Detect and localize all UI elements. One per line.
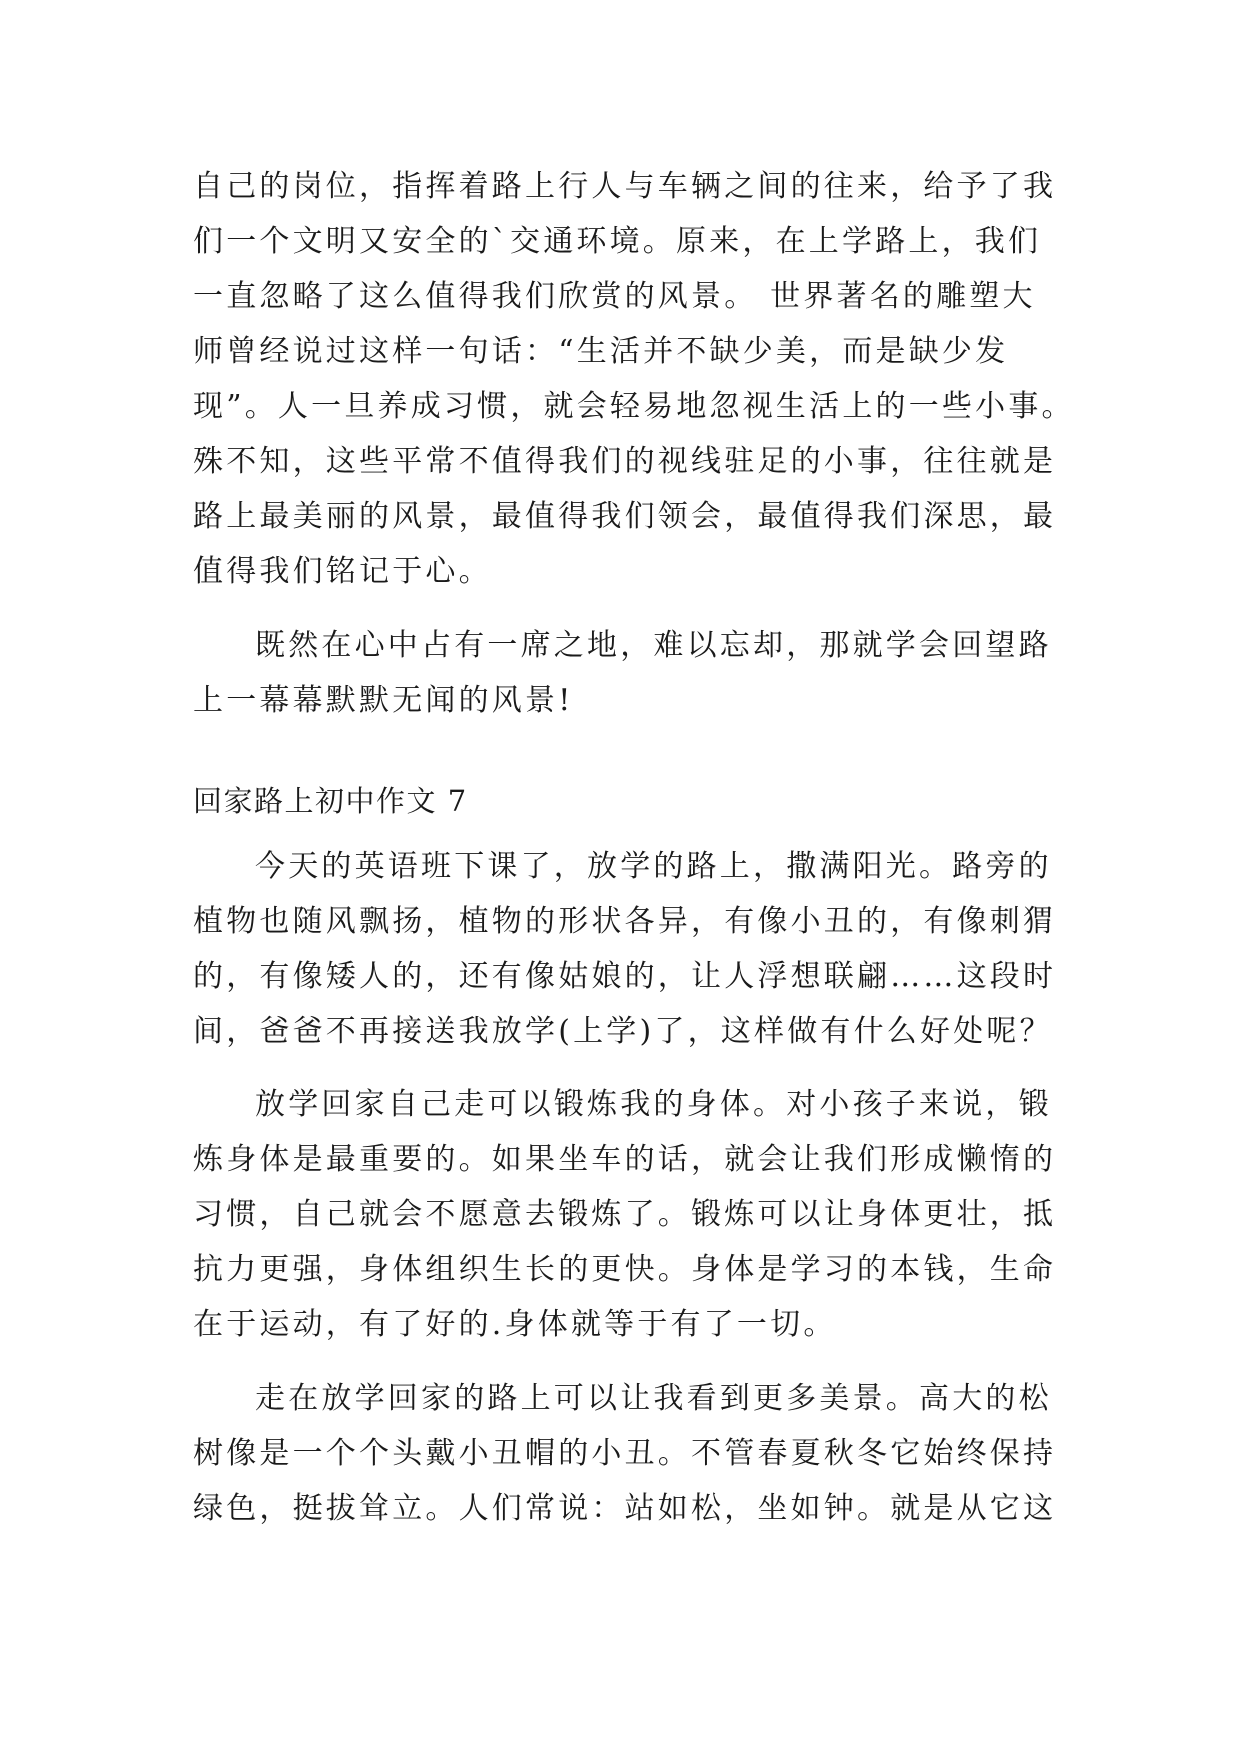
- text-line: 们一个文明又安全的`交通环境。原来，在上学路上，我们: [193, 224, 1042, 259]
- paragraph-first-line: 既然在心中占有一席之地，难以忘却，那就学会回望路: [255, 628, 1052, 663]
- text-line: 自己的岗位，指挥着路上行人与车辆之间的往来，给予了我: [193, 169, 1057, 204]
- paragraph-first-line: 放学回家自己走可以锻炼我的身体。对小孩子来说，锻: [255, 1087, 1052, 1122]
- text-line: 习惯，自己就会不愿意去锻炼了。锻炼可以让身体更壮，抵: [193, 1197, 1057, 1232]
- paragraph-first-line: 今天的英语班下课了，放学的路上，撒满阳光。路旁的: [255, 849, 1052, 884]
- text-line: 间，爸爸不再接送我放学(上学)了，这样做有什么好处呢？: [193, 1014, 1053, 1049]
- text-line: 现”。人一旦养成习惯，就会轻易地忽视生活上的一些小事。: [193, 389, 1075, 424]
- text-line: 上一幕幕默默无闻的风景!: [193, 683, 574, 718]
- text-line: 在于运动，有了好的.身体就等于有了一切。: [193, 1307, 837, 1342]
- text-line: 绿色，挺拔耸立。人们常说：站如松，坐如钟。就是从它这: [193, 1491, 1057, 1526]
- text-line: 路上最美丽的风景，最值得我们领会，最值得我们深思，最: [193, 499, 1057, 534]
- text-line: 殊不知，这些平常不值得我们的视线驻足的小事，往往就是: [193, 444, 1057, 479]
- text-line: 抗力更强，身体组织生长的更快。身体是学习的本钱，生命: [193, 1252, 1057, 1287]
- text-line: 炼身体是最重要的。如果坐车的话，就会让我们形成懒惰的: [193, 1142, 1057, 1177]
- text-line: 师曾经说过这样一句话：“生活并不缺少美，而是缺少发: [193, 334, 1009, 369]
- section-title: 回家路上初中作文 7: [193, 784, 468, 818]
- text-line: 的，有像矮人的，还有像姑娘的，让人浮想联翩……这段时: [193, 959, 1057, 994]
- text-line: 植物也随风飘扬，植物的形状各异，有像小丑的，有像刺猬: [193, 904, 1057, 939]
- text-line: 一直忽略了这么值得我们欣赏的风景。 世界著名的雕塑大: [193, 279, 1036, 314]
- text-line: 值得我们铭记于心。: [193, 554, 492, 589]
- text-line: 树像是一个个头戴小丑帽的小丑。不管春夏秋冬它始终保持: [193, 1436, 1057, 1471]
- paragraph-first-line: 走在放学回家的路上可以让我看到更多美景。高大的松: [255, 1381, 1052, 1416]
